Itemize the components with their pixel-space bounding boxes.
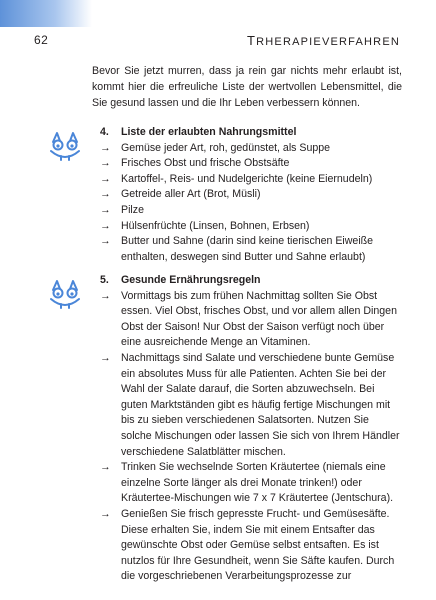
arrow-icon: →: [100, 188, 111, 201]
list-item: [100, 219, 402, 235]
list-item: [100, 141, 402, 157]
list-item-text: Butter und Sahne (darin sind keine tierischen Eiweiße enthalten, deswegen sind Butter und Sahne erlaubt): [121, 235, 374, 263]
list-item: [100, 172, 402, 188]
list-item: [100, 351, 402, 460]
list-item-text: Getreide aller Art (Brot, Müsli): [121, 188, 261, 201]
intro-paragraph: [92, 64, 402, 111]
arrow-icon: →: [100, 219, 111, 232]
list-item: [100, 289, 402, 351]
section-5-nutrition-rules: [100, 273, 402, 585]
list-item: [100, 234, 402, 265]
running-head-initial: T: [246, 33, 257, 48]
list-item-text: Frisches Obst und frische Obstsäfte: [121, 157, 290, 170]
list-item: [100, 460, 402, 507]
list-item: [100, 187, 402, 203]
intro-text: Bevor Sie jetzt murren, dass ja rein gar nichts mehr erlaubt ist, kommt hier die erfreuliche Liste der wertvollen Lebensmittel, die Sie gesund lassen und die Ihr Leben verbessern können.: [92, 65, 402, 109]
section-5-heading: [100, 273, 402, 289]
corner-gradient-decoration: [0, 0, 92, 27]
section-4-allowed-foods: [100, 125, 402, 265]
list-item-text: Trinken Sie wechselnde Sorten Kräutertee (niemals eine einzelne Sorte länger als drei Monate trinken!) oder Kräutertee-Mischungen wie 7 x 7 Kräutertee (Jentschura).: [121, 461, 394, 505]
list-item-text: Nachmittags sind Salate und verschiedene bunte Gemüse ein absolutes Muss für alle Patienten. Achten Sie bei der Wahl der Salate darauf, die Sorten abzuwechseln. Bei guten Marktständen gibt es häufig fertige Mischungen mit bis zu sieben verschiedenen Salatsorten. Nutzen Sie solche Mischungen oder lassen Sie sich von Ihrem Händler verschiedene Salatblätter mischen.: [121, 351, 400, 458]
arrow-icon: →: [100, 289, 111, 302]
section-4-number: 4.: [100, 126, 109, 138]
section-5-number: 5.: [100, 274, 109, 286]
arrow-icon: →: [100, 141, 111, 154]
list-item: [100, 156, 402, 172]
list-item-text: Pilze: [121, 203, 144, 216]
section-5-title: Gesunde Ernährungsregeln: [121, 274, 261, 286]
list-item: [100, 507, 402, 585]
section-4-title: Liste der erlaubten Nahrungsmittel: [121, 126, 297, 138]
list-item-text: Vormittags bis zum frühen Nachmittag sollten Sie Obst essen. Viel Obst, frisches Obst, und vor allem allen Dingen Obst der Saison! Nur Obst der Saison verfügt noch über eine ausreichende Menge an Vitaminen.: [121, 289, 397, 349]
smiley-face-icon: [48, 278, 82, 312]
list-item-text: Gemüse jeder Art, roh, gedünstet, als Suppe: [121, 141, 331, 154]
arrow-icon: →: [100, 507, 111, 520]
list-item: [100, 203, 402, 219]
arrow-icon: →: [100, 157, 111, 170]
arrow-icon: →: [100, 351, 111, 364]
section-4-heading: [100, 125, 402, 141]
arrow-icon: →: [100, 235, 111, 248]
page-number: 62: [34, 33, 49, 47]
list-item-text: Hülsenfrüchte (Linsen, Bohnen, Erbsen): [121, 219, 310, 232]
arrow-icon: →: [100, 172, 111, 185]
running-head: [247, 33, 400, 48]
running-head-rest: RHERAPIEVERFAHREN: [256, 36, 400, 48]
arrow-icon: →: [100, 461, 111, 474]
arrow-icon: →: [100, 203, 111, 216]
smiley-face-icon: [48, 130, 82, 164]
list-item-text: Kartoffel-, Reis- und Nudelgerichte (keine Eiernudeln): [121, 172, 373, 185]
list-item-text: Genießen Sie frisch gepresste Frucht- und Gemüsesäfte. Diese erhalten Sie, indem Sie mit einem Entsafter das gewünschte Obst oder Gemüse selbst entsaften. Es ist nutzlos für Ihre Gesundheit, wenn Sie Säfte kaufen. Durch die vorgeschriebenen Verarbeitungsprozesse zur: [121, 507, 395, 583]
